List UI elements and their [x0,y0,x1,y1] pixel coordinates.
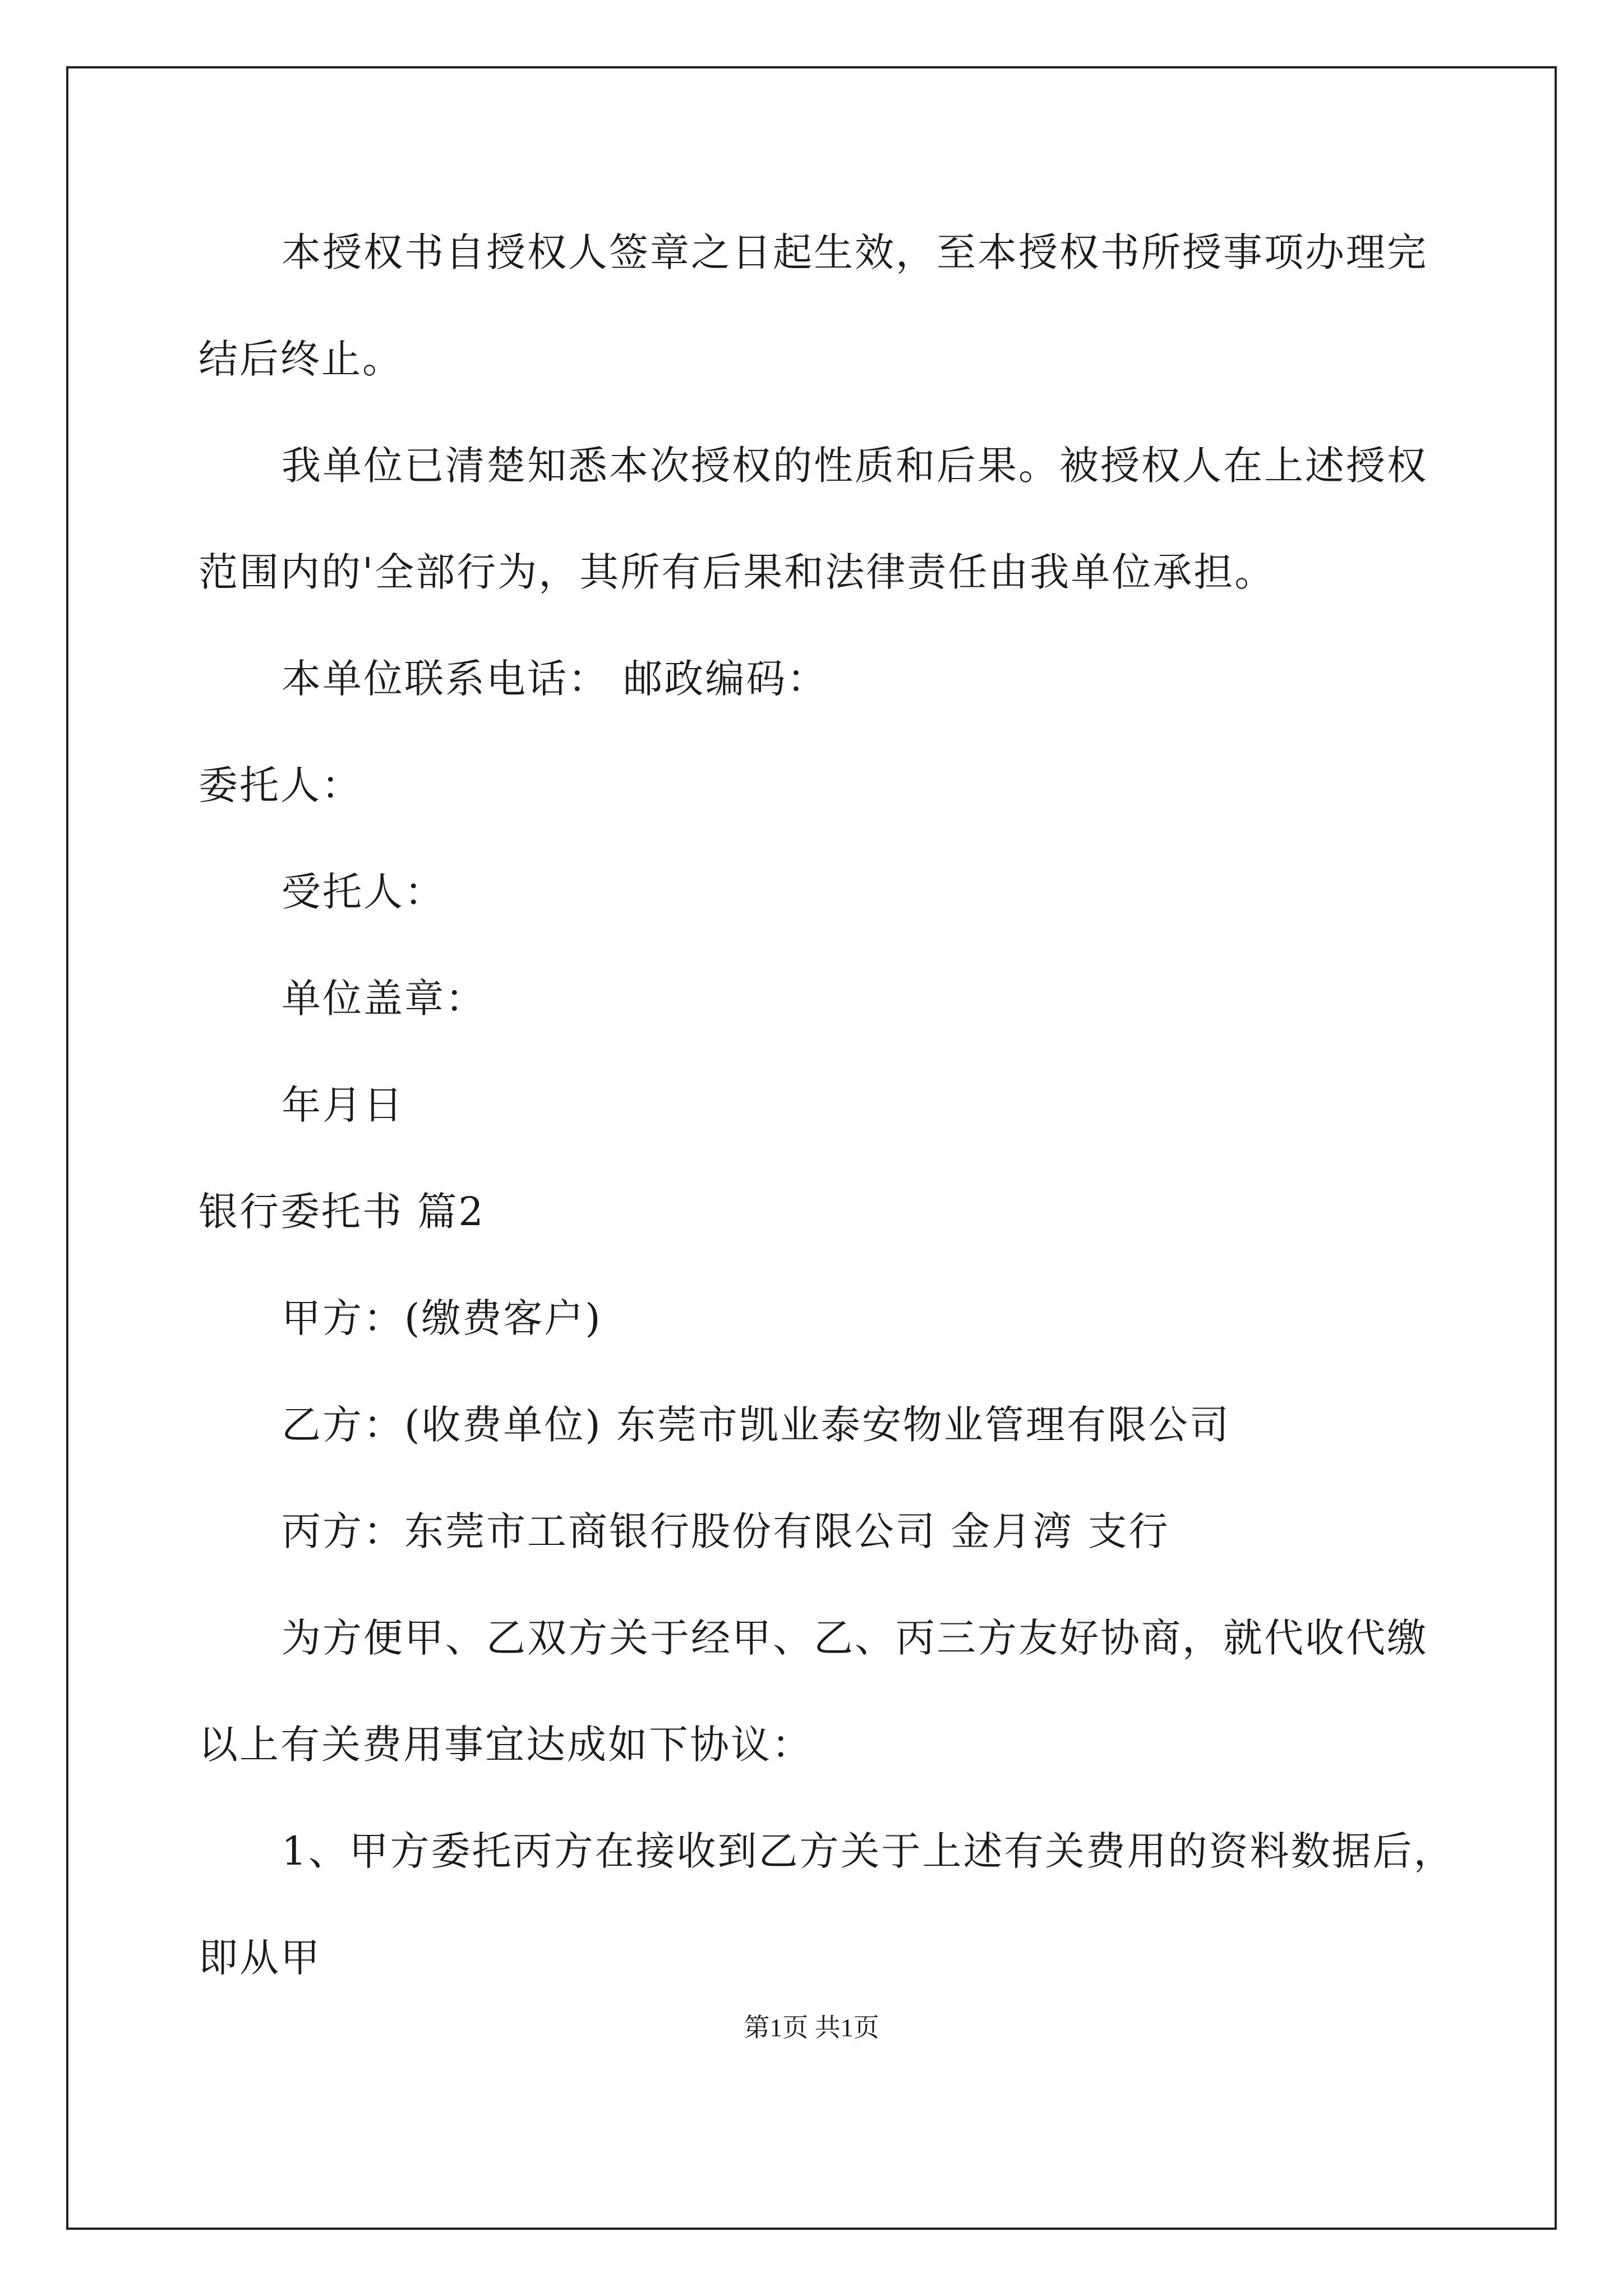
paragraph-line: 结后终止。 [199,336,403,382]
clause-line: 1、甲方委托丙方在接收到乙方关于上述有关费用的资料数据后， [282,1828,1455,1874]
party-b-line: 乙方：(收费单位) 东莞市凯业泰安物业管理有限公司 [282,1402,1230,1448]
paragraph-line: 为方便甲、乙双方关于经甲、乙、丙三方友好协商，就代收代缴 [282,1615,1428,1661]
section-heading: 银行委托书 篇2 [199,1189,485,1235]
paragraph-line: 范围内的'全部行为，其所有后果和法律责任由我单位承担。 [199,549,1276,595]
page-border [66,66,1557,2230]
paragraph-line: 本授权书自授权人签章之日起生效，至本授权书所授事项办理完 [282,229,1428,275]
seal-label: 单位盖章： [282,976,486,1022]
page-number-footer: 第1页 共1页 [744,2013,879,2042]
party-c-line: 丙方：东莞市工商银行股份有限公司 金月湾 支行 [282,1508,1170,1554]
agent-label: 受托人： [282,869,445,915]
date-label: 年月日 [282,1082,404,1128]
clause-line: 即从甲 [199,1935,321,1981]
paragraph-line: 以上有关费用事宜达成如下协议： [199,1722,813,1768]
paragraph-line: 我单位已清楚知悉本次授权的性质和后果。被授权人在上述授权 [282,443,1428,489]
party-a-line: 甲方：(缴费客户) [282,1295,602,1341]
principal-label: 委托人： [199,762,362,808]
contact-line: 本单位联系电话： 邮政编码： [282,656,828,702]
